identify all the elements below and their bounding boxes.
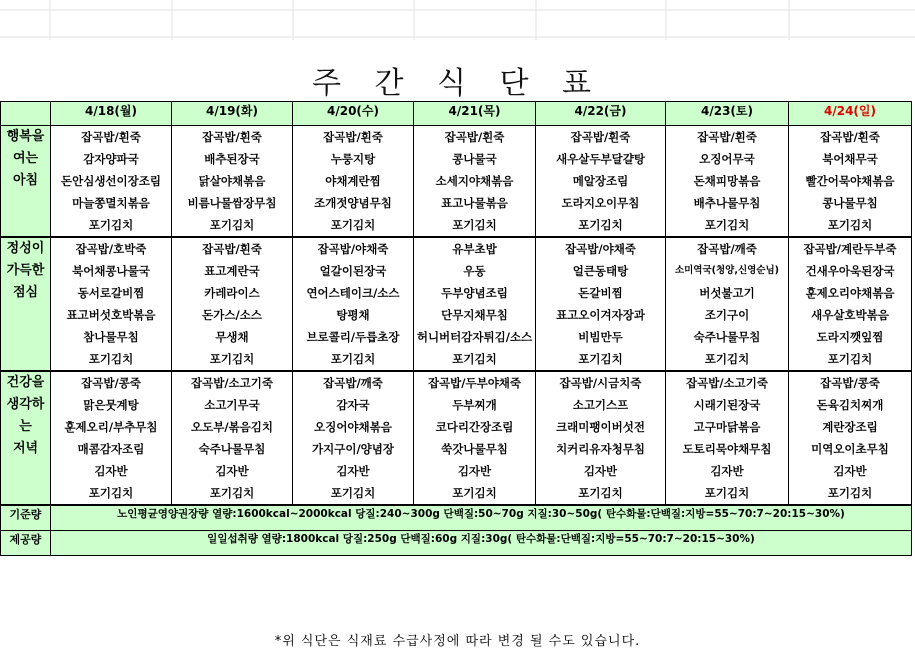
menu-cell <box>789 371 912 505</box>
menu-item: 참나물무침 <box>83 330 139 344</box>
meal-label-line: 저녁 <box>12 441 39 456</box>
menu-item: 동서로갈비찜 <box>77 286 145 300</box>
menu-item: 포기김치 <box>209 486 255 500</box>
menu-item: 포기김치 <box>827 352 873 366</box>
menu-item: 포기김치 <box>88 486 134 500</box>
menu-item: 표고나물볶음 <box>441 196 508 210</box>
menu-item: 브로콜리/두릅초장 <box>306 330 400 344</box>
menu-item: 포기김치 <box>827 218 873 232</box>
menu-item: 메알장조림 <box>572 174 629 188</box>
menu-item: 김자반 <box>583 464 618 478</box>
menu-item: 미역오이초무침 <box>811 442 889 456</box>
menu-cell <box>293 371 414 505</box>
footer-label: 제공량 <box>1 531 51 556</box>
menu-item: 숙주나물무침 <box>693 330 761 344</box>
menu-item: 치커리유자청무침 <box>556 442 645 456</box>
menu-item: 포기김치 <box>452 352 497 366</box>
menu-item: 김자반 <box>215 464 249 478</box>
menu-cell <box>51 126 172 238</box>
menu-item: 잡곡밥/야채죽 <box>565 242 636 256</box>
menu-item: 무생채 <box>215 330 249 344</box>
menu-item: 포기김치 <box>88 352 134 366</box>
menu-item: 잡곡밥/흰죽 <box>81 130 141 144</box>
menu-item: 포기김치 <box>578 486 623 500</box>
menu-item: 포기김치 <box>452 218 497 232</box>
menu-item: 소고기무국 <box>204 398 260 412</box>
menu-cell <box>172 126 293 238</box>
menu-item: 얼갈이된장국 <box>319 264 387 278</box>
meal-row-breakfast <box>1 126 912 238</box>
menu-item: 훈제오리야채볶음 <box>805 286 895 300</box>
menu-item: 잡곡밥/소고기죽 <box>191 376 273 390</box>
menu-item: 도라지깻잎찜 <box>816 330 884 344</box>
menu-item: 잡곡밥/야채죽 <box>317 242 389 256</box>
meal-label <box>1 126 51 238</box>
menu-item: 잡곡밥/소고기죽 <box>686 376 768 390</box>
menu-item: 코다리간장조림 <box>435 420 514 434</box>
menu-item: 단무지채무침 <box>441 308 508 322</box>
meal-label-line: 점심 <box>12 285 39 300</box>
menu-item: 포기김치 <box>330 218 376 232</box>
day-header: 4/22(금) <box>536 102 666 126</box>
footer-label: 기준량 <box>1 505 51 531</box>
menu-item: 콩나물국 <box>452 152 497 166</box>
menu-item: 오징어무국 <box>699 152 755 166</box>
footer-text: 노인평균영양권장량 열량:1600kcal~2000kcal 당질:240~300g 단백질:50~70g 지질:30~50g( 탄수화물:단백질:지방=55~70:7~20:15~30%) <box>51 505 912 531</box>
menu-item: 맑은뭇계탕 <box>83 398 139 412</box>
menu-item: 크래미팽이버섯전 <box>556 420 645 434</box>
menu-item: 잡곡밥/흰죽 <box>323 130 383 144</box>
meal-row-lunch <box>1 237 912 371</box>
footer-text: 일일섭취량 열량:1800kcal 당질:250g 단백질:60g 지질:30g( 탄수화물:단백질:지방=55~70:7~20:15~30%) <box>51 531 912 556</box>
menu-item: 포기김치 <box>330 352 376 366</box>
menu-cell <box>789 237 912 371</box>
meal-label <box>1 371 51 505</box>
day-header: 4/19(화) <box>172 102 293 126</box>
meal-label-line: 정성이 <box>6 241 45 256</box>
menu-item: 잡곡밥/콩죽 <box>820 376 880 390</box>
footnote: *위 식단은 식재료 수급사정에 따라 변경 될 수도 있습니다. <box>274 634 641 649</box>
meal-label-line: 건강을 <box>6 375 45 390</box>
menu-cell <box>414 371 536 505</box>
menu-item: 시래기된장국 <box>693 398 761 412</box>
menu-item: 잡곡밥/흰죽 <box>697 130 757 144</box>
menu-item: 조기구이 <box>704 308 750 322</box>
menu-item: 고구마닭볶음 <box>693 420 761 434</box>
meal-label-line: 생각하는 <box>6 397 45 434</box>
menu-item: 표고오이겨자장과 <box>556 308 645 322</box>
menu-item: 숙주나물무침 <box>198 442 266 456</box>
meal-label-line: 여는 <box>12 151 39 166</box>
menu-cell <box>666 126 789 238</box>
menu-cell <box>172 371 293 505</box>
menu-item: 우동 <box>463 264 486 278</box>
menu-item: 비빔만두 <box>578 330 623 344</box>
menu-item: 조개젓양념무침 <box>314 196 392 210</box>
menu-item: 가지구이/양념장 <box>312 442 394 456</box>
menu-item: 탕평채 <box>336 308 370 322</box>
menu-item: 포기김치 <box>704 486 750 500</box>
day-header: 4/23(토) <box>666 102 789 126</box>
meal-label-line: 아침 <box>12 173 39 188</box>
menu-item: 소고기스프 <box>572 398 629 412</box>
menu-item: 카레라이스 <box>204 286 260 300</box>
menu-item: 버섯불고기 <box>699 286 755 300</box>
menu-item: 포기김치 <box>578 352 623 366</box>
menu-item: 북어채무국 <box>822 152 878 166</box>
menu-item: 야채계란찜 <box>325 174 381 188</box>
menu-item: 포기김치 <box>704 218 750 232</box>
day-header: 4/18(월) <box>51 102 172 126</box>
day-header: 4/20(수) <box>293 102 414 126</box>
menu-item: 잡곡밥/흰죽 <box>820 130 880 144</box>
menu-item: 도라지오이무침 <box>561 196 640 210</box>
menu-cell <box>293 126 414 238</box>
menu-item: 잡곡밥/시금치죽 <box>559 376 642 390</box>
menu-item: 포기김치 <box>578 218 623 232</box>
menu-item: 배추나물무침 <box>693 196 761 210</box>
menu-item: 표고계란국 <box>204 264 260 278</box>
menu-item: 새우살호박볶음 <box>811 308 889 322</box>
footer-row-provided <box>1 531 912 556</box>
menu-item: 두부양념조림 <box>441 286 508 300</box>
menu-cell <box>536 371 666 505</box>
menu-item: 감자국 <box>336 398 370 412</box>
menu-cell <box>51 237 172 371</box>
header-corner <box>1 102 51 126</box>
weekly-menu-table <box>0 101 912 556</box>
menu-item: 닭살야채볶음 <box>198 174 266 188</box>
menu-item: 배추된장국 <box>204 152 260 166</box>
menu-item: 감자양파국 <box>83 152 139 166</box>
menu-item: 잡곡밥/깨죽 <box>697 242 757 256</box>
day-header-sunday: 4/24(일) <box>789 102 912 126</box>
menu-item: 소세지야채볶음 <box>435 174 514 188</box>
menu-cell <box>172 237 293 371</box>
menu-item: 도토리묵야채무침 <box>682 442 772 456</box>
menu-item: 포기김치 <box>209 218 255 232</box>
meal-label-line: 행복을 <box>6 129 45 144</box>
menu-item: 표고버섯호박볶음 <box>66 308 156 322</box>
menu-item: 잡곡밥/두부야채죽 <box>427 376 522 390</box>
menu-item: 잡곡밥/흰죽 <box>202 130 262 144</box>
meal-label-line: 가득한 <box>6 263 45 278</box>
menu-item: 오도부/볶음김치 <box>191 420 273 434</box>
menu-item: 훈제오리/부추무침 <box>64 420 158 434</box>
menu-item: 매콤감자조림 <box>77 442 145 456</box>
menu-item: 얼큰동태탕 <box>572 264 629 278</box>
menu-item: 김자반 <box>833 464 867 478</box>
menu-item: 포기김치 <box>209 352 255 366</box>
menu-item: 건새우아욱된장국 <box>805 264 895 278</box>
menu-item: 잡곡밥/깨죽 <box>323 376 383 390</box>
menu-item: 잡곡밥/흰죽 <box>202 242 262 256</box>
menu-cell <box>536 237 666 371</box>
menu-item: 김자반 <box>710 464 744 478</box>
menu-item: 새우살두부달걀탕 <box>556 152 645 166</box>
meal-row-dinner <box>1 371 912 505</box>
menu-item: 돈육김치찌개 <box>816 398 884 412</box>
menu-item: 계란장조림 <box>822 420 878 434</box>
menu-item: 빨간어묵야채볶음 <box>805 174 895 188</box>
menu-item: 잡곡밥/계란두부죽 <box>803 242 897 256</box>
menu-item: 돈갈비찜 <box>578 286 623 300</box>
menu-item: 김자반 <box>94 464 128 478</box>
menu-cell <box>536 126 666 238</box>
menu-item: 포기김치 <box>827 486 873 500</box>
menu-cell <box>51 371 172 505</box>
menu-item: 잡곡밥/흰죽 <box>570 130 631 144</box>
menu-cell <box>414 126 536 238</box>
menu-item: 잡곡밥/콩죽 <box>81 376 141 390</box>
menu-cell <box>414 237 536 371</box>
menu-item: 포기김치 <box>330 486 376 500</box>
menu-item: 김자반 <box>336 464 370 478</box>
menu-item: 잡곡밥/흰죽 <box>444 130 505 144</box>
menu-cell <box>293 237 414 371</box>
menu-item: 마늘쫑멸치볶음 <box>72 196 150 210</box>
menu-cell <box>789 126 912 238</box>
menu-cell <box>666 237 789 371</box>
menu-item: 돈채피망볶음 <box>693 174 761 188</box>
menu-cell <box>666 371 789 505</box>
menu-item: 누룽지탕 <box>330 152 376 166</box>
menu-item: 쑥갓나물무침 <box>441 442 508 456</box>
header-row <box>1 102 912 126</box>
menu-item: 돈안심생선이장조림 <box>61 174 161 188</box>
footer-row-standard <box>1 505 912 531</box>
menu-item: 허니버터감자튀김/소스 <box>416 330 533 344</box>
page-title: 주 간 식 단 표 <box>311 66 604 101</box>
menu-item: 포기김치 <box>452 486 497 500</box>
menu-item: 김자반 <box>457 464 492 478</box>
menu-item: 유부초밥 <box>452 242 497 256</box>
menu-item: 포기김치 <box>88 218 134 232</box>
menu-item: 오징어야채볶음 <box>314 420 392 434</box>
menu-item: 연어스테이크/소스 <box>306 286 400 300</box>
menu-item: 잡곡밥/호박죽 <box>75 242 147 256</box>
meal-label <box>1 237 51 371</box>
menu-item: 포기김치 <box>704 352 750 366</box>
menu-item: 북어채콩나물국 <box>72 264 150 278</box>
menu-item: 비름나물쌈장무침 <box>187 196 277 210</box>
menu-item: 소미역국(청양,신영순님) <box>674 265 780 276</box>
menu-item: 돈가스/소스 <box>202 308 262 322</box>
menu-item: 두부찌개 <box>452 398 497 412</box>
menu-item: 콩나물무침 <box>822 196 878 210</box>
day-header: 4/21(목) <box>414 102 536 126</box>
